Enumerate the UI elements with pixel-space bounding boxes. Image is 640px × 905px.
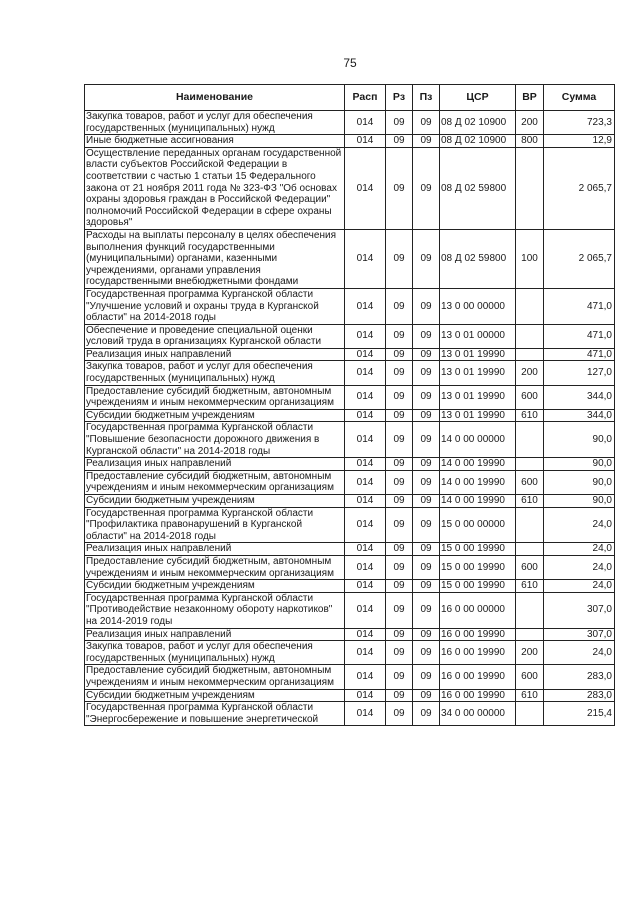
cell-sum: 723,3: [544, 111, 615, 135]
cell-name: Субсидии бюджетным учреждениям: [85, 689, 345, 702]
cell-vr: [516, 628, 544, 641]
cell-name: Предоставление субсидий бюджетным, автономным учреждениям и иным некоммерческим организациям: [85, 555, 345, 579]
cell-rasp: 014: [345, 288, 386, 324]
cell-sum: 471,0: [544, 348, 615, 361]
cell-rz: 09: [386, 641, 413, 665]
cell-rasp: 014: [345, 507, 386, 543]
cell-vr: [516, 458, 544, 471]
cell-rz: 09: [386, 543, 413, 556]
cell-rasp: 014: [345, 470, 386, 494]
cell-pz: 09: [413, 229, 440, 288]
cell-csr: 15 0 00 19990: [440, 543, 516, 556]
cell-vr: 200: [516, 361, 544, 385]
cell-csr: 13 0 01 19990: [440, 361, 516, 385]
cell-rz: 09: [386, 555, 413, 579]
cell-rasp: 014: [345, 543, 386, 556]
cell-vr: [516, 702, 544, 726]
cell-vr: [516, 592, 544, 628]
table-row: [85, 458, 615, 471]
table-row: [85, 641, 615, 665]
cell-rz: 09: [386, 580, 413, 593]
cell-rasp: 014: [345, 702, 386, 726]
cell-rasp: 014: [345, 689, 386, 702]
cell-pz: 09: [413, 111, 440, 135]
cell-name: Государственная программа Курганской области "Энергосбережение и повышение энергетической: [85, 702, 345, 726]
cell-vr: 600: [516, 555, 544, 579]
cell-rz: 09: [386, 507, 413, 543]
cell-csr: 16 0 00 19990: [440, 665, 516, 689]
cell-pz: 09: [413, 361, 440, 385]
cell-rz: 09: [386, 702, 413, 726]
table-row: [85, 665, 615, 689]
cell-pz: 09: [413, 555, 440, 579]
table-row: [85, 422, 615, 458]
header-pz: Пз: [413, 85, 440, 111]
cell-csr: 13 0 01 19990: [440, 409, 516, 422]
cell-name: Государственная программа Курганской области "Повышение безопасности дорожного движения в Курганской области" на 2014-2018 годы: [85, 422, 345, 458]
table-row: [85, 409, 615, 422]
cell-sum: 2 065,7: [544, 147, 615, 229]
cell-vr: 100: [516, 229, 544, 288]
cell-pz: 09: [413, 592, 440, 628]
cell-pz: 09: [413, 422, 440, 458]
cell-name: Предоставление субсидий бюджетным, автономным учреждениям и иным некоммерческим организациям: [85, 665, 345, 689]
table-row: [85, 628, 615, 641]
cell-rasp: 014: [345, 135, 386, 148]
cell-name: Расходы на выплаты персоналу в целях обеспечения выполнения функций государственными (муниципальными) органами, казенными учреждениями, органами управления государственными внебюджетными фондами: [85, 229, 345, 288]
cell-sum: 24,0: [544, 641, 615, 665]
cell-rz: 09: [386, 409, 413, 422]
cell-sum: 90,0: [544, 470, 615, 494]
cell-sum: 283,0: [544, 689, 615, 702]
cell-csr: 14 0 00 19990: [440, 458, 516, 471]
cell-name: Государственная программа Курганской области "Противодействие незаконному обороту наркотиков" на 2014-2019 годы: [85, 592, 345, 628]
cell-csr: 13 0 01 19990: [440, 348, 516, 361]
cell-pz: 09: [413, 324, 440, 348]
cell-pz: 09: [413, 135, 440, 148]
cell-csr: 13 0 01 00000: [440, 324, 516, 348]
header-csr: ЦСР: [440, 85, 516, 111]
cell-csr: 08 Д 02 10900: [440, 135, 516, 148]
cell-vr: 600: [516, 665, 544, 689]
cell-name: Государственная программа Курганской области "Профилактика правонарушений в Курганской области" на 2014-2018 годы: [85, 507, 345, 543]
cell-pz: 09: [413, 543, 440, 556]
cell-sum: 307,0: [544, 628, 615, 641]
cell-rasp: 014: [345, 628, 386, 641]
cell-name: Реализация иных направлений: [85, 348, 345, 361]
table-row: [85, 543, 615, 556]
header-name: Наименование: [85, 85, 345, 111]
cell-name: Предоставление субсидий бюджетным, автономным учреждениям и иным некоммерческим организациям: [85, 470, 345, 494]
cell-csr: 08 Д 02 10900: [440, 111, 516, 135]
cell-pz: 09: [413, 641, 440, 665]
cell-vr: [516, 422, 544, 458]
cell-rz: 09: [386, 147, 413, 229]
cell-pz: 09: [413, 665, 440, 689]
table-row: [85, 229, 615, 288]
cell-vr: [516, 543, 544, 556]
table-row: [85, 555, 615, 579]
cell-vr: 600: [516, 385, 544, 409]
cell-sum: 344,0: [544, 409, 615, 422]
cell-pz: 09: [413, 409, 440, 422]
cell-rz: 09: [386, 324, 413, 348]
cell-name: Закупка товаров, работ и услуг для обеспечения государственных (муниципальных) нужд: [85, 361, 345, 385]
cell-rasp: 014: [345, 229, 386, 288]
cell-csr: 15 0 00 19990: [440, 580, 516, 593]
cell-sum: 90,0: [544, 422, 615, 458]
cell-csr: 14 0 00 19990: [440, 495, 516, 508]
cell-csr: 15 0 00 19990: [440, 555, 516, 579]
table-row: [85, 689, 615, 702]
cell-pz: 09: [413, 507, 440, 543]
cell-rz: 09: [386, 592, 413, 628]
table-row: [85, 470, 615, 494]
cell-name: Обеспечение и проведение специальной оценки условий труда в организациях Курганской области: [85, 324, 345, 348]
cell-pz: 09: [413, 580, 440, 593]
cell-name: Субсидии бюджетным учреждениям: [85, 495, 345, 508]
cell-name: Осуществление переданных органам государственной власти субъектов Российской Федерации в соответствии с частью 1 статьи 15 Федерального закона от 21 ноября 2011 года № 323-ФЗ "Об основах охраны здоровья граждан в Российской Федерации" полномочий Российской Федерации в сфере охраны здоровья": [85, 147, 345, 229]
cell-rz: 09: [386, 135, 413, 148]
cell-pz: 09: [413, 628, 440, 641]
table-row: [85, 324, 615, 348]
cell-pz: 09: [413, 470, 440, 494]
cell-vr: 200: [516, 641, 544, 665]
table-body: [85, 111, 615, 726]
cell-csr: 13 0 00 00000: [440, 288, 516, 324]
cell-vr: [516, 147, 544, 229]
cell-rz: 09: [386, 628, 413, 641]
cell-vr: 610: [516, 580, 544, 593]
cell-csr: 16 0 00 19990: [440, 689, 516, 702]
table-row: [85, 580, 615, 593]
cell-csr: 15 0 00 00000: [440, 507, 516, 543]
table-row: [85, 592, 615, 628]
cell-name: Реализация иных направлений: [85, 543, 345, 556]
cell-name: Реализация иных направлений: [85, 458, 345, 471]
cell-name: Закупка товаров, работ и услуг для обеспечения государственных (муниципальных) нужд: [85, 111, 345, 135]
cell-rasp: 014: [345, 409, 386, 422]
cell-vr: [516, 288, 544, 324]
table-row: [85, 135, 615, 148]
cell-rasp: 014: [345, 422, 386, 458]
table-row: [85, 702, 615, 726]
cell-vr: 610: [516, 689, 544, 702]
cell-vr: 610: [516, 409, 544, 422]
header-vr: ВР: [516, 85, 544, 111]
cell-csr: 14 0 00 00000: [440, 422, 516, 458]
cell-name: Предоставление субсидий бюджетным, автономным учреждениям и иным некоммерческим организациям: [85, 385, 345, 409]
cell-csr: 14 0 00 19990: [440, 470, 516, 494]
cell-vr: 800: [516, 135, 544, 148]
table-row: [85, 111, 615, 135]
header-sum: Сумма: [544, 85, 615, 111]
cell-rz: 09: [386, 495, 413, 508]
header-rz: Рз: [386, 85, 413, 111]
page-number: 75: [343, 56, 357, 70]
table-header-row: [85, 85, 615, 111]
cell-csr: 16 0 00 19990: [440, 641, 516, 665]
cell-csr: 08 Д 02 59800: [440, 229, 516, 288]
cell-name: Реализация иных направлений: [85, 628, 345, 641]
cell-rasp: 014: [345, 495, 386, 508]
cell-sum: 127,0: [544, 361, 615, 385]
cell-pz: 09: [413, 348, 440, 361]
cell-rz: 09: [386, 348, 413, 361]
cell-name: Закупка товаров, работ и услуг для обеспечения государственных (муниципальных) нужд: [85, 641, 345, 665]
cell-sum: 344,0: [544, 385, 615, 409]
table-row: [85, 495, 615, 508]
cell-pz: 09: [413, 147, 440, 229]
header-rasp: Расп: [345, 85, 386, 111]
cell-pz: 09: [413, 495, 440, 508]
cell-rz: 09: [386, 470, 413, 494]
cell-rasp: 014: [345, 385, 386, 409]
cell-rz: 09: [386, 458, 413, 471]
cell-vr: [516, 348, 544, 361]
cell-rasp: 014: [345, 147, 386, 229]
cell-rasp: 014: [345, 361, 386, 385]
cell-rz: 09: [386, 422, 413, 458]
cell-pz: 09: [413, 385, 440, 409]
cell-rasp: 014: [345, 665, 386, 689]
cell-sum: 307,0: [544, 592, 615, 628]
cell-rz: 09: [386, 111, 413, 135]
table-row: [85, 348, 615, 361]
cell-vr: 610: [516, 495, 544, 508]
cell-rz: 09: [386, 665, 413, 689]
cell-rasp: 014: [345, 324, 386, 348]
cell-sum: 2 065,7: [544, 229, 615, 288]
cell-pz: 09: [413, 458, 440, 471]
cell-rasp: 014: [345, 555, 386, 579]
cell-name: Государственная программа Курганской области "Улучшение условий и охраны труда в Курганской области" на 2014-2018 годы: [85, 288, 345, 324]
cell-name: Субсидии бюджетным учреждениям: [85, 409, 345, 422]
cell-csr: 34 0 00 00000: [440, 702, 516, 726]
cell-rasp: 014: [345, 111, 386, 135]
cell-pz: 09: [413, 702, 440, 726]
cell-vr: [516, 324, 544, 348]
cell-rasp: 014: [345, 641, 386, 665]
cell-pz: 09: [413, 288, 440, 324]
cell-csr: 08 Д 02 59800: [440, 147, 516, 229]
cell-sum: 24,0: [544, 555, 615, 579]
budget-table: [84, 84, 615, 726]
cell-rasp: 014: [345, 458, 386, 471]
cell-rz: 09: [386, 288, 413, 324]
table-row: [85, 385, 615, 409]
cell-csr: 13 0 01 19990: [440, 385, 516, 409]
cell-vr: 600: [516, 470, 544, 494]
cell-sum: 90,0: [544, 495, 615, 508]
cell-rz: 09: [386, 229, 413, 288]
table-row: [85, 507, 615, 543]
cell-csr: 16 0 00 00000: [440, 592, 516, 628]
cell-sum: 215,4: [544, 702, 615, 726]
table-row: [85, 361, 615, 385]
cell-sum: 90,0: [544, 458, 615, 471]
cell-sum: 24,0: [544, 580, 615, 593]
cell-rz: 09: [386, 361, 413, 385]
cell-sum: 283,0: [544, 665, 615, 689]
cell-rasp: 014: [345, 580, 386, 593]
cell-name: Иные бюджетные ассигнования: [85, 135, 345, 148]
cell-sum: 24,0: [544, 507, 615, 543]
table-row: [85, 147, 615, 229]
cell-sum: 471,0: [544, 324, 615, 348]
cell-rz: 09: [386, 689, 413, 702]
cell-vr: [516, 507, 544, 543]
cell-sum: 24,0: [544, 543, 615, 556]
cell-rasp: 014: [345, 348, 386, 361]
cell-name: Субсидии бюджетным учреждениям: [85, 580, 345, 593]
cell-sum: 12,9: [544, 135, 615, 148]
cell-rasp: 014: [345, 592, 386, 628]
cell-rz: 09: [386, 385, 413, 409]
cell-sum: 471,0: [544, 288, 615, 324]
table-row: [85, 288, 615, 324]
cell-pz: 09: [413, 689, 440, 702]
cell-vr: 200: [516, 111, 544, 135]
cell-csr: 16 0 00 19990: [440, 628, 516, 641]
